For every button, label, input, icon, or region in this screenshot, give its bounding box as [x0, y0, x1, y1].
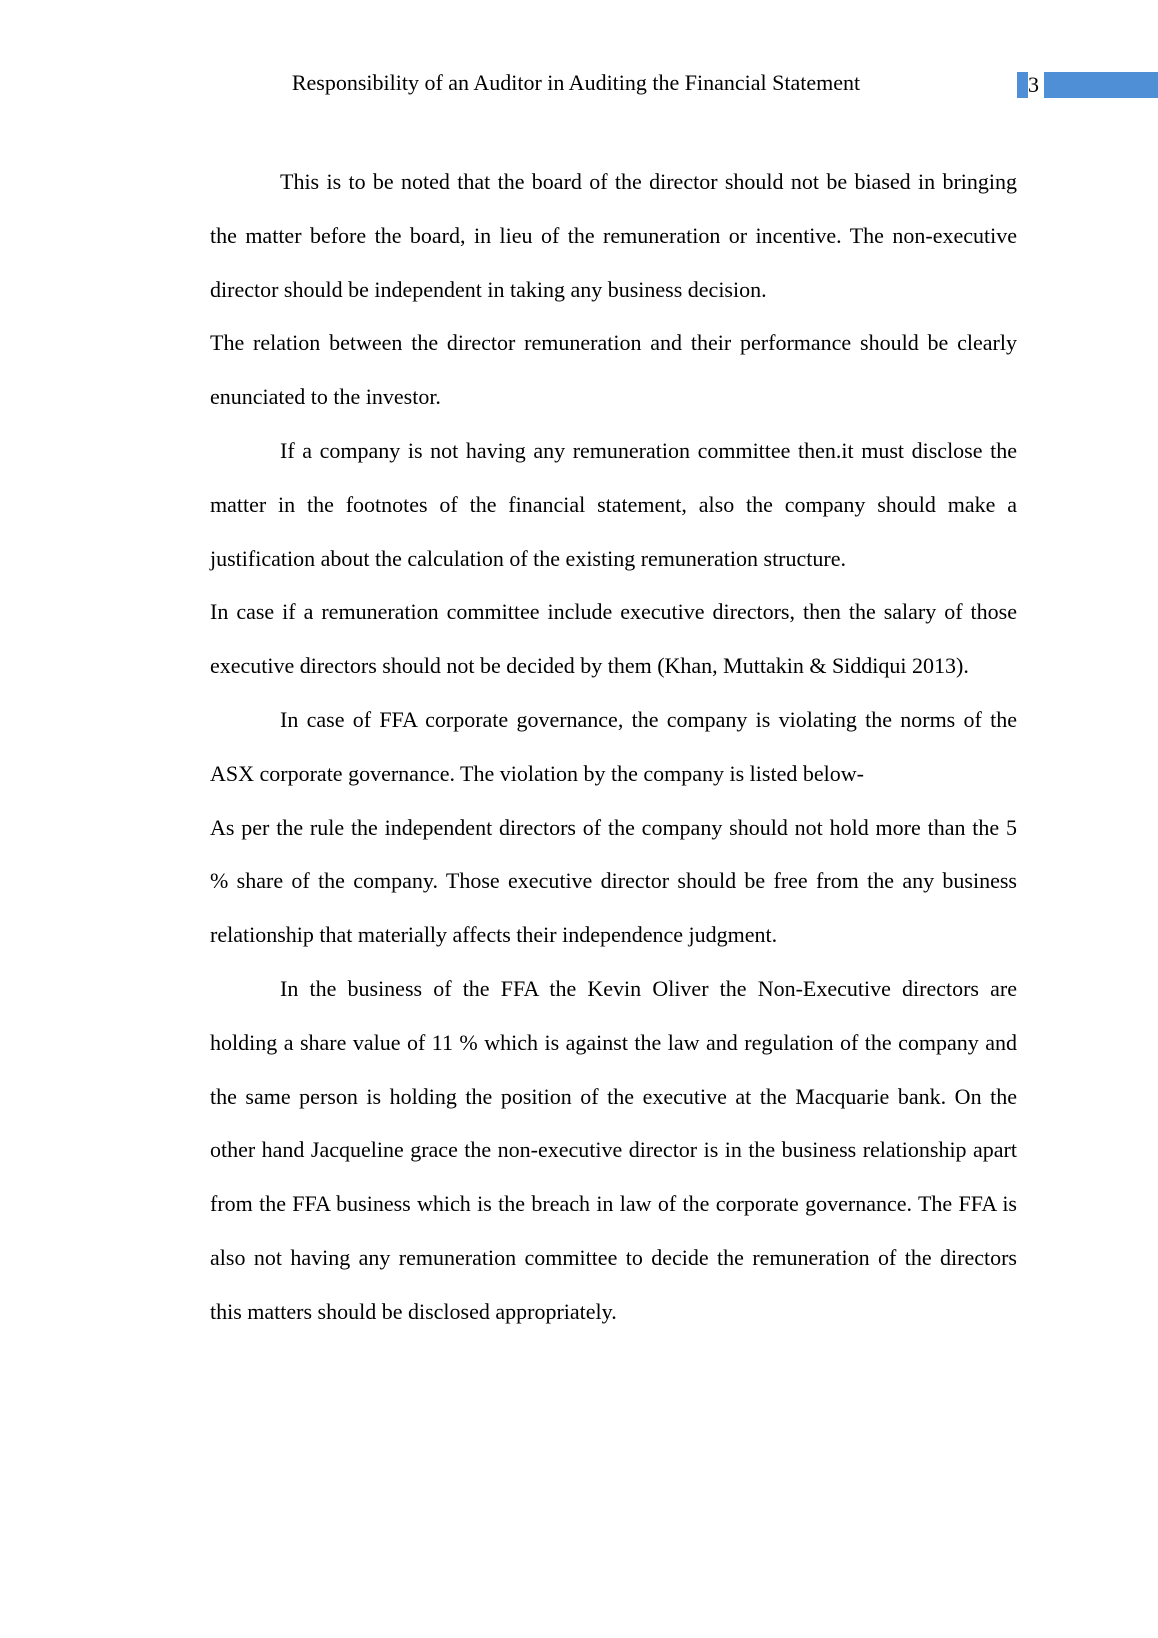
page-number: 3 — [1028, 72, 1044, 98]
document-body — [210, 155, 1017, 1339]
paragraph-3: If a company is not having any remuneration committee then.it must disclose the matter in the footnotes of the financial statement, also the company should make a justification about the calculation of the existing remuneration structure. — [210, 437, 1017, 571]
header-title: Responsibility of an Auditor in Auditing the Financial Statement — [291, 70, 861, 95]
paragraph-4: In case if a remuneration committee include executive directors, then the salary of those executive directors should not be decided by them (Khan, Muttakin & Siddiqui 2013). — [210, 599, 1017, 679]
paragraph-6: As per the rule the independent directors of the company should not hold more than the 5 % share of the company. Those executive director should be free from the any business relationship that materially affects their independence judgment. — [210, 814, 1017, 948]
paragraph-7: In the business of the FFA the Kevin Oliver the Non-Executive directors are holding a share value of 11 % which is against the law and regulation of the company and the same person is holding the position of the executive at the Macquarie bank. On the other hand Jacqueline grace the non-executive director is in the business relationship apart from the FFA business which is the breach in law of the corporate governance. The FFA is also not having any remuneration committee to decide the remuneration of the directors this matters should be disclosed appropriately. — [210, 975, 1017, 1324]
paragraph-1: This is to be noted that the board of the director should not be biased in bringing the matter before the board, in lieu of the remuneration or incentive. The non-executive director should be independent in taking any business decision. — [210, 169, 1017, 302]
paragraph-2: The relation between the director remuneration and their performance should be clearly enunciated to the investor. — [210, 330, 1017, 410]
paragraph-5: In case of FFA corporate governance, the company is violating the norms of the ASX corporate governance. The violation by the company is listed below- — [210, 706, 1017, 786]
